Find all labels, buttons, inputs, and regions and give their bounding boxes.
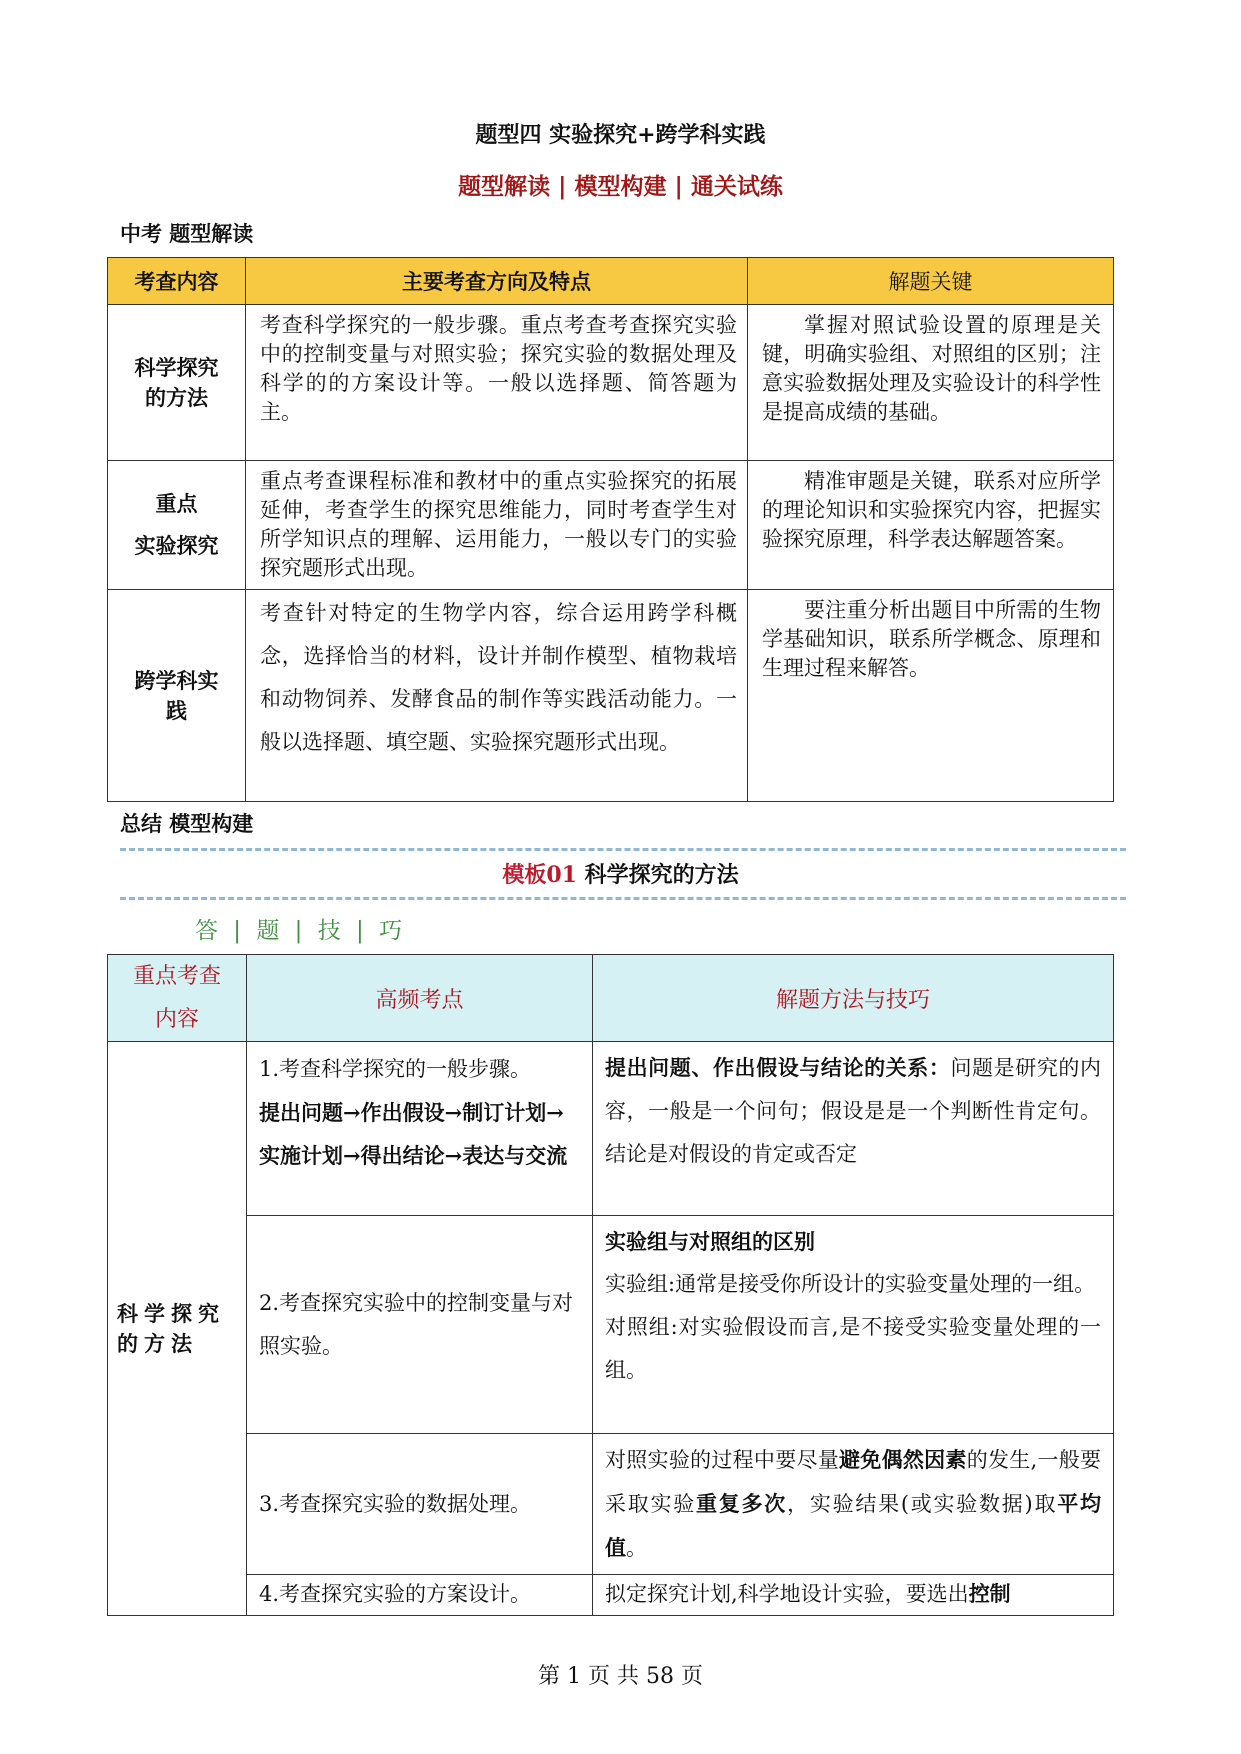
analysis-table [107, 257, 1114, 802]
table-row [108, 590, 1114, 802]
method-table [107, 954, 1114, 1616]
row-category: 科学探究的方法 [134, 354, 219, 410]
method-emphasis: 重复多次 [696, 1491, 788, 1516]
method-heading: 实验组与对照组的区别 [605, 1229, 815, 1254]
template-title [0, 858, 1241, 889]
column-header: 高频考点 [247, 955, 593, 1042]
method-emphasis: 避免偶然因素 [839, 1447, 967, 1472]
method-text: 实验组:通常是接受你所设计的实验变量处理的一组。 [605, 1272, 1096, 1296]
method-text: 问题是研究的内容，一般是一个问句；假设是是一个判断性肯定句。结论是对假设的肯定或否定 [605, 1056, 1101, 1166]
row-category: 跨学科实践 [134, 667, 219, 723]
column-header: 解题方法与技巧 [593, 955, 1114, 1042]
column-header: 考查内容 [108, 258, 246, 305]
row-category: 科学探究的方法 [117, 1300, 225, 1356]
table-row [108, 1434, 1114, 1575]
row-direction: 考查针对特定的生物学内容，综合运用跨学科概念，选择恰当的材料，设计并制作模型、植物栽培和动物饲养、发酵食品的制作等实践活动能力。一般以选择题、填空题、实验探究题形式出现。 [246, 590, 748, 802]
column-header: 主要考查方向及特点 [246, 258, 748, 305]
row-direction: 考查科学探究的一般步骤。重点考查考查探究实验中的控制变量与对照实验；探究实验的数据处理及科学的的方案设计等。一般以选择题、简答题为主。 [246, 305, 748, 461]
template-name: 科学探究的方法 [584, 862, 739, 888]
row-direction: 重点考查课程标准和教材中的重点实验探究的拓展延伸，考查学生的探究思维能力，同时考查学生对所学知识点的理解、运用能力，一般以专门的实验探究题形式出现。 [246, 461, 748, 590]
section-heading-model: 总结 模型构建 [120, 811, 254, 836]
method-text: 对照实验的过程中要尽量 [605, 1448, 840, 1472]
section-heading-analysis: 中考 题型解读 [120, 221, 254, 246]
page-number: 第 1 页 共 58 页 [538, 1664, 703, 1689]
column-header: 重点考查内容 [132, 964, 221, 1032]
method-emphasis: 平均值 [605, 1491, 1102, 1560]
table-row [108, 461, 1114, 590]
column-header: 解题关键 [748, 258, 1114, 305]
point-text: 3.考查探究实验的数据处理。 [247, 1434, 593, 1575]
point-steps: 提出问题→作出假设→制订计划→实施计划→得出结论→表达与交流 [259, 1100, 568, 1168]
row-key: 精准审题是关键，联系对应所学的理论知识和实验探究内容，把握实验探究原理，科学表达解题答案。 [762, 469, 1101, 551]
table-header-row [108, 955, 1114, 1042]
tips-label: 答 | 题 | 技 | 巧 [195, 918, 407, 944]
divider [120, 897, 1126, 900]
page-title: 题型四 实验探究+跨学科实践 [475, 122, 766, 148]
method-text: 对照组:对实验假设而言,是不接受实验变量处理的一组。 [605, 1315, 1101, 1382]
table-row [108, 1042, 1114, 1216]
method-heading: 提出问题、作出假设与结论的关系： [605, 1055, 951, 1080]
table-row [108, 305, 1114, 461]
method-text: ，实验结果(或实验数据)取 [787, 1492, 1058, 1516]
point-text: 2.考查探究实验中的控制变量与对照实验。 [247, 1216, 593, 1434]
template-label: 模板01 [502, 862, 577, 888]
table-row [108, 1216, 1114, 1434]
page-subtitle: 题型解读 | 模型构建 | 通关试练 [458, 173, 783, 200]
point-text: 1.考查科学探究的一般步骤。 [259, 1057, 532, 1081]
method-text: 的发生,一般要采取实验 [605, 1448, 1102, 1516]
method-text: 拟定探究计划,科学地设计实验，要选出 [605, 1582, 969, 1606]
table-header-row [108, 258, 1114, 305]
method-text: 。 [626, 1536, 647, 1560]
row-key: 掌握对照试验设置的原理是关键，明确实验组、对照组的区别；注意实验数据处理及实验设计的科学性是提高成绩的基础。 [762, 313, 1101, 424]
point-text: 4.考查探究实验的方案设计。 [247, 1575, 593, 1616]
method-emphasis: 控制 [968, 1581, 1011, 1606]
table-row [108, 1575, 1114, 1616]
row-key: 要注重分析出题目中所需的生物学基础知识，联系所学概念、原理和生理过程来解答。 [762, 598, 1101, 680]
row-category: 实验探究 [134, 533, 219, 558]
row-category: 重点 [155, 491, 198, 516]
divider [120, 848, 1126, 851]
